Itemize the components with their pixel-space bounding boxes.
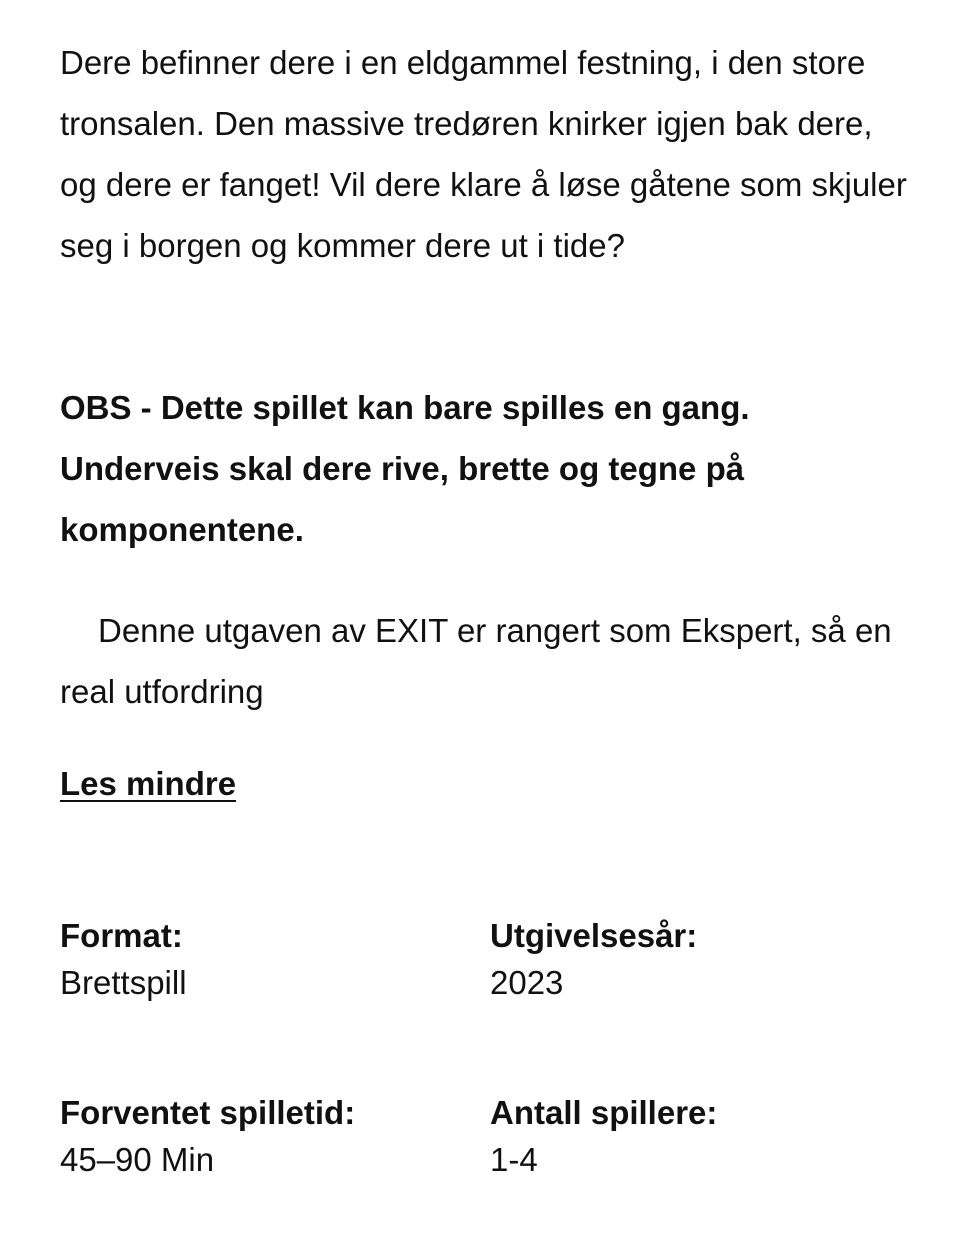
player-count-label: Antall spillere: (490, 1094, 718, 1131)
single-use-warning: OBS - Dette spillet kan bare spilles en gang. Underveis skal dere rive, brette og tegne på komponentene. (60, 389, 750, 548)
playtime-value: 45–90 Min (60, 1141, 215, 1178)
format-label: Format: (60, 917, 183, 954)
player-count-detail (490, 1090, 890, 1184)
playtime-detail (60, 1090, 460, 1184)
release-year-label: Utgivelsesår: (490, 917, 698, 954)
product-description-text: Dere befinner dere i en eldgammel festning, i den store tronsalen. Den massive tredøren knirker igjen bak dere, og dere er fanget! Vil dere klare å løse gåtene som skjuler seg i borgen og kommer dere ut i tide? (60, 44, 907, 264)
read-less-link[interactable]: Les mindre (60, 765, 237, 802)
release-year-value: 2023 (490, 964, 564, 1001)
playtime-label: Forventet spilletid: (60, 1094, 356, 1131)
format-value: Brettspill (60, 964, 187, 1001)
format-detail (60, 913, 460, 1007)
edition-difficulty-text: Denne utgaven av EXIT er rangert som Ekspert, så en real utfordring (60, 612, 892, 710)
player-count-value: 1-4 (490, 1141, 538, 1178)
release-year-detail (490, 913, 890, 1007)
